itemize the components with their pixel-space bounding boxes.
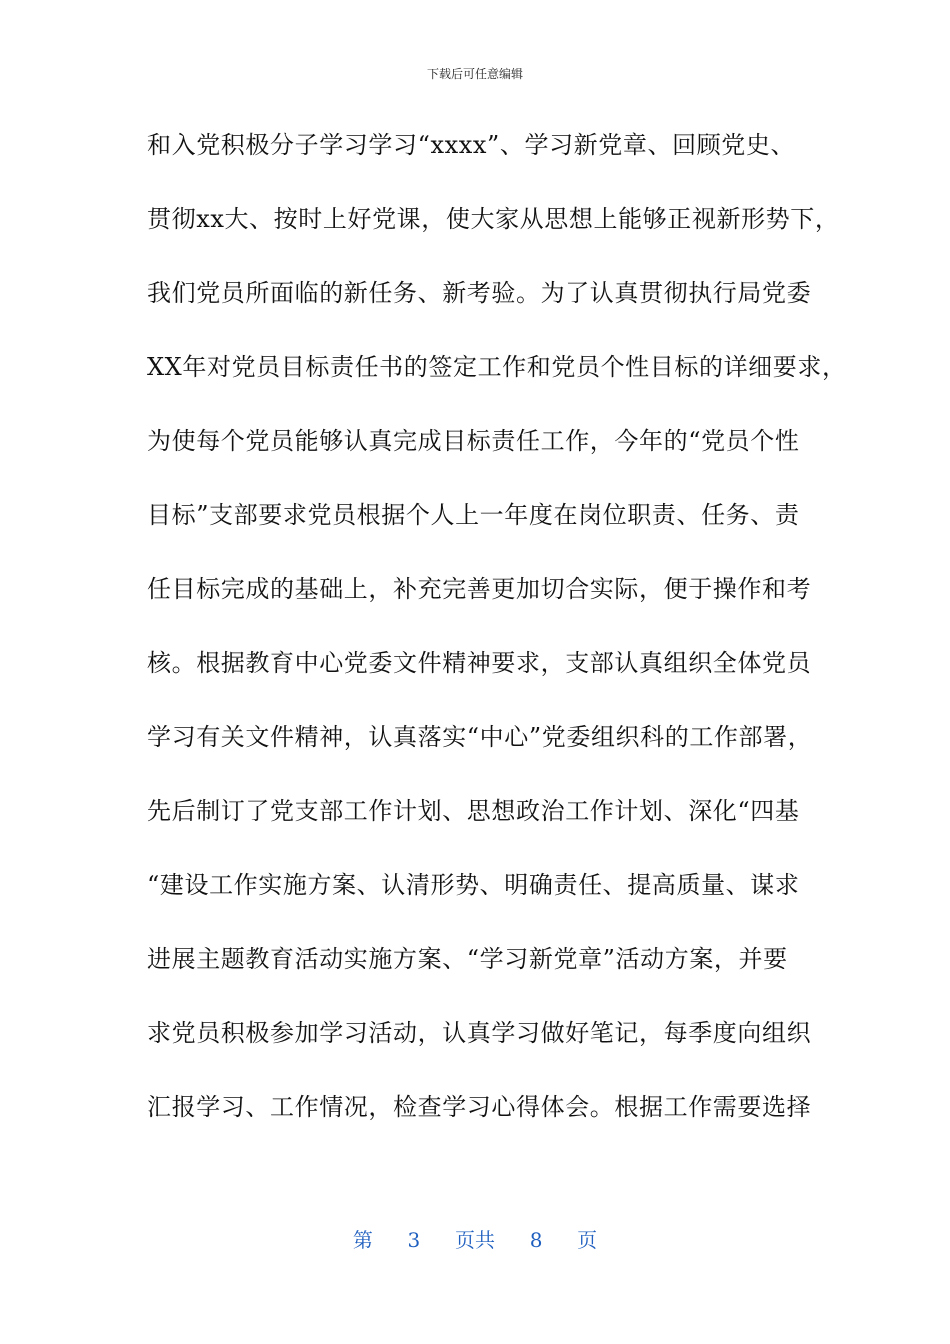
body-line: 任目标完成的基础上，补充完善更加切合实际，便于操作和考	[147, 575, 812, 603]
body-line: 为使每个党员能够认真完成目标责任工作，今年的“党员个性	[147, 427, 800, 455]
current-page-number: 3	[407, 1228, 421, 1252]
body-line: “建设工作实施方案、认清形势、明确责任、提高质量、谋求	[147, 871, 800, 899]
body-line: 我们党员所面临的新任务、新考验。为了认真贯彻执行局党委	[147, 279, 812, 307]
body-line: XX年对党员目标责任书的签定工作和党员个性目标的详细要求，	[147, 353, 847, 381]
body-line: 汇报学习、工作情况，检查学习心得体会。根据工作需要选择	[147, 1093, 812, 1121]
document-body	[147, 122, 847, 1158]
page-middle-text: 页共	[455, 1228, 495, 1252]
body-line: 和入党积极分子学习学习“xxxx”、学习新党章、回顾党史、	[147, 131, 796, 159]
page-suffix: 页	[577, 1228, 598, 1252]
body-line: 先后制订了党支部工作计划、思想政治工作计划、深化“四基	[147, 797, 800, 825]
page-number-footer	[0, 1226, 950, 1254]
body-line: 目标”支部要求党员根据个人上一年度在岗位职责、任务、责	[147, 501, 800, 529]
body-line: 求党员积极参加学习活动，认真学习做好笔记，每季度向组织	[147, 1019, 812, 1047]
body-line: 学习有关文件精神，认真落实“中心”党委组织科的工作部署，	[147, 723, 813, 751]
header-note: 下载后可任意编辑	[426, 67, 523, 81]
page-prefix: 第	[352, 1228, 373, 1252]
body-line: 核。根据教育中心党委文件精神要求，支部认真组织全体党员	[147, 649, 812, 677]
total-pages-number: 8	[529, 1228, 543, 1252]
body-line: 进展主题教育活动实施方案、“学习新党章”活动方案，并要	[147, 945, 788, 973]
body-line: 贯彻xx大、按时上好党课，使大家从思想上能够正视新形势下，	[147, 205, 840, 233]
